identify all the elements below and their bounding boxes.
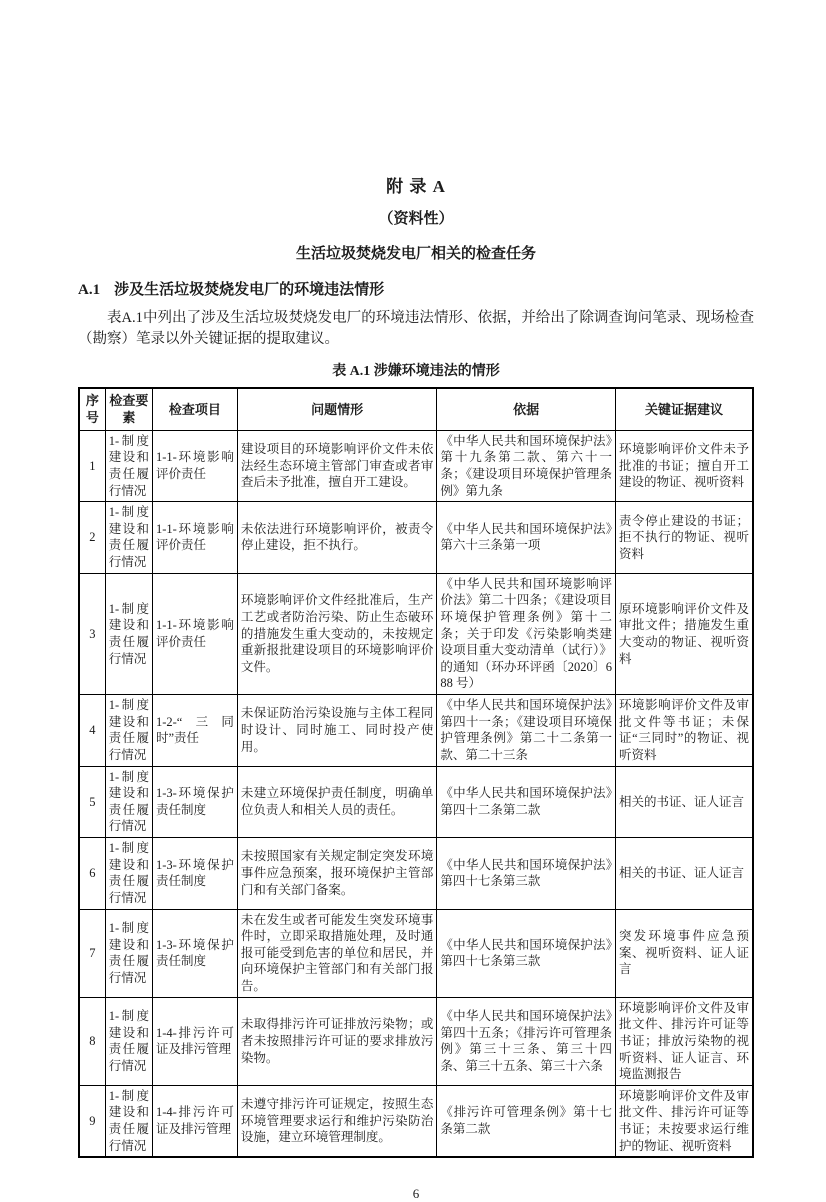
- cell-problem-situation: 未在发生或者可能发生突发环境事件时，立即采取措施处理，及时通报可能受到危害的单位和居民，并向环境保护主管部门和有关部门报告。: [237, 909, 437, 997]
- cell-legal-basis: 《中华人民共和国环境保护法》第四十七条第三款: [437, 909, 616, 997]
- cell-legal-basis: 《中华人民共和国环境保护法》第四十七条第三款: [437, 838, 616, 910]
- cell-key-evidence: 突发环境事件应急预案、视听资料、证人证言: [615, 909, 753, 997]
- cell-key-evidence: 相关的书证、证人证言: [615, 838, 753, 910]
- cell-check-item: 1-4-排污许可证及排污管理: [152, 997, 237, 1085]
- cell-check-item: 1-3-环境保护责任制度: [152, 838, 237, 910]
- header-cell: 检查项目: [152, 388, 237, 430]
- cell-legal-basis: 《中华人民共和国环境影响评价法》第二十四条；《建设项目环境保护管理条例》第十二条；关于印发《污染影响类建设项目重大变动清单（试行）》的通知（环办环评函〔2020〕688 号）: [437, 573, 616, 694]
- table-row: [79, 909, 753, 997]
- cell-check-element: 1-制度建设和责任履行情况: [105, 997, 152, 1085]
- section-heading: [78, 278, 754, 299]
- table-row: [79, 430, 753, 502]
- appendix-type-note: （资料性）: [378, 211, 454, 227]
- section-title: 涉及生活垃圾焚烧发电厂的环境违法情形: [114, 282, 385, 298]
- header-cell: 问题情形: [237, 388, 437, 430]
- cell-check-element: 1-制度建设和责任履行情况: [105, 1085, 152, 1157]
- table-row: [79, 502, 753, 574]
- cell-problem-situation: 未遵守排污许可证规定，按照生态环境管理要求运行和维护污染防治设施，建立环境管理制度。: [237, 1085, 437, 1157]
- cell-check-item: 1-1-环境影响评价责任: [152, 430, 237, 502]
- cell-check-element: 1-制度建设和责任履行情况: [105, 502, 152, 574]
- cell-serial-number: 8: [79, 997, 105, 1085]
- cell-problem-situation: 未按照国家有关规定制定突发环境事件应急预案，报环境保护主管部门和有关部门备案。: [237, 838, 437, 910]
- cell-serial-number: 5: [79, 766, 105, 838]
- cell-legal-basis: 《中华人民共和国环境保护法》第四十二条第二款: [437, 766, 616, 838]
- cell-check-item: 1-3-环境保护责任制度: [152, 909, 237, 997]
- table-body: [79, 430, 753, 1157]
- cell-key-evidence: 原环境影响评价文件及审批文件；措施发生重大变动的物证、视听资料: [615, 573, 753, 694]
- section-number: A.1: [78, 282, 101, 298]
- cell-check-element: 1-制度建设和责任履行情况: [105, 766, 152, 838]
- table-row: [79, 997, 753, 1085]
- cell-check-item: 1-1-环境影响评价责任: [152, 573, 237, 694]
- header-cell: 序号: [79, 388, 105, 430]
- appendix-label: 附 录 A: [386, 177, 446, 196]
- cell-check-element: 1-制度建设和责任履行情况: [105, 573, 152, 694]
- cell-check-item: 1-3-环境保护责任制度: [152, 766, 237, 838]
- cell-check-element: 1-制度建设和责任履行情况: [105, 838, 152, 910]
- appendix-title: 生活垃圾焚烧发电厂相关的检查任务: [295, 246, 536, 262]
- cell-key-evidence: 责令停止建设的书证；拒不执行的物证、视听资料: [615, 502, 753, 574]
- cell-problem-situation: 未取得排污许可证排放污染物；或者未按照排污许可证的要求排放污染物。: [237, 997, 437, 1085]
- violations-table: [78, 387, 754, 1158]
- cell-key-evidence: 环境影响评价文件未予批准的书证；擅自开工建设的物证、视听资料: [615, 430, 753, 502]
- cell-legal-basis: 《中华人民共和国环境保护法》第四十一条；《建设项目环境保护管理条例》第二十二条第一款、第二十三条: [437, 695, 616, 767]
- intro-paragraph: 表A.1中列出了涉及生活垃圾焚烧发电厂的环境违法情形、依据，并给出了除调查询问笔录、现场检查（勘察）笔录以外关键证据的提取建议。: [78, 310, 754, 347]
- table-row: [79, 838, 753, 910]
- table-header-row: [79, 388, 753, 430]
- cell-problem-situation: 未建立环境保护责任制度，明确单位负责人和相关人员的责任。: [237, 766, 437, 838]
- page-number: 6: [412, 1186, 420, 1202]
- cell-check-item: 1-4-排污许可证及排污管理: [152, 1085, 237, 1157]
- cell-serial-number: 1: [79, 430, 105, 502]
- cell-serial-number: 4: [79, 695, 105, 767]
- cell-key-evidence: 环境影响评价文件及审批文件、排污许可证等书证；未按要求运行维护的物证、视听资料: [615, 1085, 753, 1157]
- cell-key-evidence: 相关的书证、证人证言: [615, 766, 753, 838]
- cell-check-item: 1-1-环境影响评价责任: [152, 502, 237, 574]
- cell-serial-number: 3: [79, 573, 105, 694]
- cell-key-evidence: 环境影响评价文件及审批文件、排污许可证等书证；排放污染物的视听资料、证人证言、环境监测报告: [615, 997, 753, 1085]
- cell-check-element: 1-制度建设和责任履行情况: [105, 695, 152, 767]
- cell-serial-number: 6: [79, 838, 105, 910]
- header-cell: 关键证据建议: [615, 388, 753, 430]
- table-caption: 表 A.1 涉嫌环境违法的情形: [332, 364, 500, 380]
- cell-problem-situation: 未保证防治污染设施与主体工程同时设计、同时施工、同时投产使用。: [237, 695, 437, 767]
- table-row: [79, 1085, 753, 1157]
- header-cell: 依据: [437, 388, 616, 430]
- table-row: [79, 573, 753, 694]
- cell-legal-basis: 《排污许可管理条例》第十七条第二款: [437, 1085, 616, 1157]
- cell-problem-situation: 未依法进行环境影响评价，被责令停止建设，拒不执行。: [237, 502, 437, 574]
- cell-serial-number: 2: [79, 502, 105, 574]
- cell-legal-basis: 《中华人民共和国环境保护法》第四十五条；《排污许可管理条例》第三十三条、第三十四条、第三十五条、第三十六条: [437, 997, 616, 1085]
- table-row: [79, 695, 753, 767]
- cell-check-item: 1-2-“三同时”责任: [152, 695, 237, 767]
- cell-serial-number: 9: [79, 1085, 105, 1157]
- cell-legal-basis: 《中华人民共和国环境保护法》第十九条第二款、第六十一条；《建设项目环境保护管理条例》第九条: [437, 430, 616, 502]
- header-cell: 检查要素: [105, 388, 152, 430]
- cell-check-element: 1-制度建设和责任履行情况: [105, 909, 152, 997]
- cell-serial-number: 7: [79, 909, 105, 997]
- cell-check-element: 1-制度建设和责任履行情况: [105, 430, 152, 502]
- cell-legal-basis: 《中华人民共和国环境保护法》第六十三条第一项: [437, 502, 616, 574]
- table-head: [79, 388, 753, 430]
- cell-problem-situation: 环境影响评价文件经批准后，生产工艺或者防治污染、防止生态破环的措施发生重大变动的，未按规定重新报批建设项目的环境影响评价文件。: [237, 573, 437, 694]
- table-row: [79, 766, 753, 838]
- cell-key-evidence: 环境影响评价文件及审批文件等书证；未保证“三同时”的物证、视听资料: [615, 695, 753, 767]
- cell-problem-situation: 建设项目的环境影响评价文件未依法经生态环境主管部门审查或者审查后未予批准，擅自开工建设。: [237, 430, 437, 502]
